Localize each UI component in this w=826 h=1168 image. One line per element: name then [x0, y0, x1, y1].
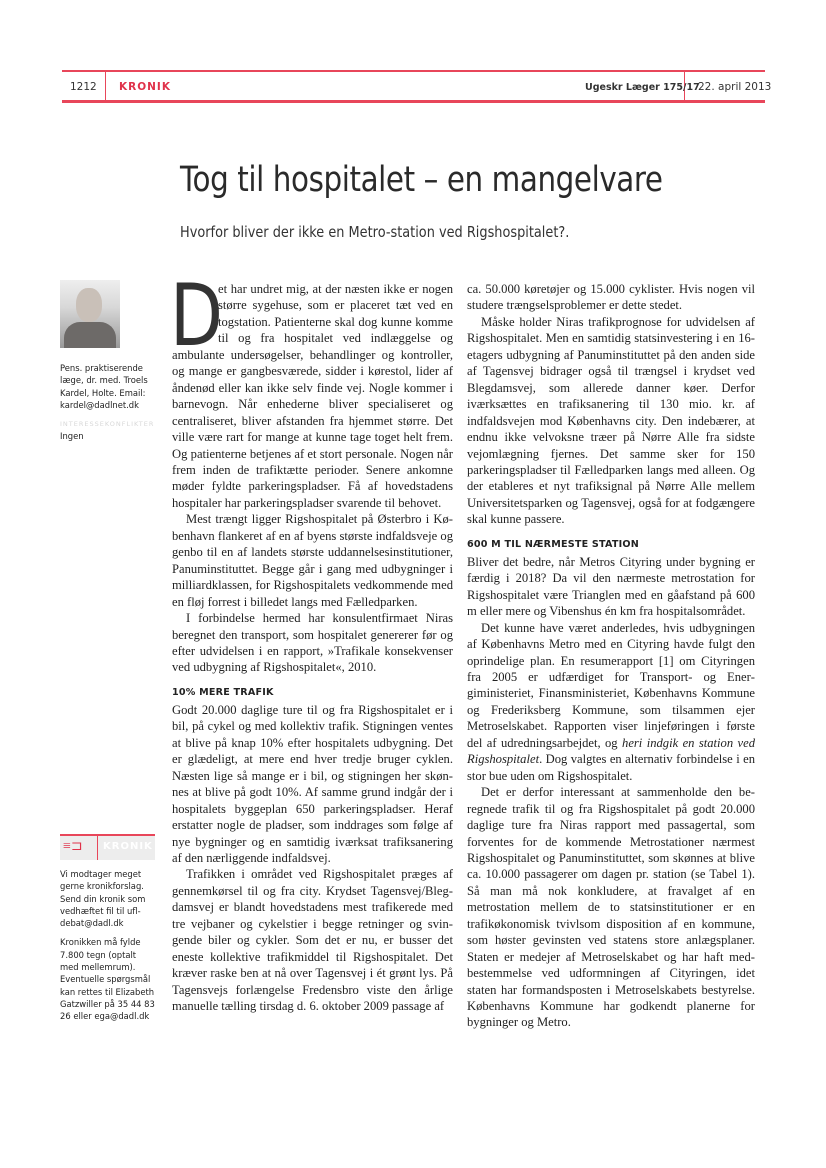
- page-number: 1212: [70, 81, 97, 93]
- kronik-submit-box: [60, 834, 155, 860]
- author-info: [60, 362, 155, 443]
- length-text: Kronikken må fylde 7.800 tegn (optalt med mellemrum). Eventuelle spørgsmål kan rettes til Elizabeth Gatzwiller på 35 44 83 26 eller ega@dadl.dk: [60, 937, 155, 1022]
- article-column-2: [467, 281, 755, 1031]
- submit-text: Vi modtager meget gerne kronikforslag. Send din kronik som vedhæftet fil til ufl-debat@dadl.dk: [60, 869, 146, 929]
- author-photo: [60, 280, 120, 348]
- header-divider: [105, 70, 106, 100]
- paragraph: Bliver det bedre, når Metros Cityring under bygning er færdig i 2018? Da vil den nærmeste metrostation for Rigshospitalet være Trianglen med en gåafstand på 600 m eller mere og Vibenshus én km fra hospitalsområdet.: [467, 554, 755, 619]
- paragraph: Det kunne have været anderledes, hvis udbygningen af Københavns Metro med en Cityring havde fulgt den oprindelige plan. En resumerapport [1] om Cityringen fra 2005 er udfærdiget for Transport- og Energiministeriet, Finansministeriet, Københavns Kommune og Frederiksberg Kommune, som tilsammen ejer Metroselskabet. Rapporten viser linjeføringen i første del af udredningsarbejdet, og heri indgik en station ved Rigshospitalet. Dog valgtes en alternativ forbindelse i en stor bue uden om Rigshospitalet.: [467, 620, 756, 783]
- article-column-1: [170, 266, 453, 1014]
- issue-date: 22. april 2013: [698, 81, 772, 93]
- paragraph: I forbindelse hermed har konsulentfirmaet Niras beregnet den transport, som hospitalet genererer før og efter udvidelsen i en rapport, »Trafikale konsekvenser ved udbygning af Rigshospitalet«, 2010.: [172, 611, 453, 675]
- article-title: Tog til hospitalet – en mangelvare: [180, 160, 663, 200]
- paragraph: Trafikken i området ved Rigshospitalet præges af gennemkørsel til og fra city. Krydset Tagensvej/Blegdamsvej er blandt hovedstadens mest trafikerede med tre vejbaner og cykelstier i begge retninger og svingende biler og cykler. Som det er nu, er busser det eneste kollektive trafikmiddel til Rigshospitalet. Det kræver raske ben at nå over Tagensvej i ét grønt lys. På Tagensvejs forlængelse Fredensbro viste den årlige manuelle tælling tirsdag d. 6. oktober 2009 passage af: [172, 867, 453, 1014]
- journal-issue: Ugeskr Læger 175/17: [585, 82, 700, 93]
- header-rule-bottom: [62, 100, 765, 103]
- paragraph: D et har undret mig, at der næsten ikke er nogen større sygehuse, som er placeret tæt ved en togstation. Patienterne skal dog kunne komme til og fra hospitalet ved indlæggelse og ambulante undersøgelser, behandlinger og kontroller, og mange er gangbesværede, sidder i kørestol, lider af åndenød eller kan ikke selv finde vej. Nogle kommer i barnevogn. Når enhederne bliver specialiseret og centraliseret, bliver afstanden fra hjemmet større. Det ville være rart for mange at kunne tage toget helt frem. Og patienterne betjenes af et stort personale. Nogen når frem inden de trafiktætte perioder. Senere ankomne møder fyldte parkeringspladser. Få af hovedstadens hospitaler har parkeringspladser svarende til behovet.: [170, 266, 453, 510]
- paragraph: ca. 50.000 køretøjer og 15.000 cyklister. Hvis nogen vil studere trængselsproblemer er dette stedet.: [467, 282, 755, 313]
- drop-cap: D: [170, 266, 223, 366]
- paragraph: Det er derfor interessant at sammenholde den beregnede trafik til og fra Rigshospitalet på godt 20.000 daglige ture fra Niras rapport med passagertal, som forventes for de kommende Metrostationer nærmest Rigshospitalet og Panuminstituttet, som skønnes at blive ca. 10.000 passagerer om dagen pr. station (se Tabel 1). Så man må nok konkludere, at fravalget af en metrostation mellem de to statsinstitutioner er en trafikøkonomisk tvivlsom disposition af en kommune, som høster gevinsten ved statens store anlægsplaner. Staten er medejer af Metroselskabet og har haft medbestemmelse ved udformningen af Cityringen, idet staten har formandsposten i Metroselskabets bestyrelse. Københavns Kommune har godkendt planerne for bygninger og Metro.: [467, 785, 755, 1030]
- header-rule-top: [62, 70, 765, 72]
- section-heading: 10% MERE TRAFIK: [172, 686, 274, 698]
- article-subtitle: Hvorfor bliver der ikke en Metro-station ved Rigshospitalet?.: [180, 223, 570, 241]
- section-label: KRONIK: [119, 81, 171, 93]
- paragraph: Måske holder Niras trafikprognose for udvidelsen af Rigshospitalet. Men en samtidig statsinvestering i en 16-etagers udbygning af Panuminstituttet på den anden side af Tagensvej bidrager også til trængsel i krydset ved Blegdamsvej, som allerede danner køer. Derfor iværksættes en trafiksanering til 130 mio. kr. af indfaldsvejen mod Københavns city. Den indebærer, at endnu ikke velvoksne træer på Nørre Alle fra sidste vejomlægning fjernes. Det samme sker for 150 parkeringspladser til Fælledparken langs med alleen. Og der etableres et nyt trafiksignal på Nørre Alle mellem Universitetsparken og Tagensvej, også for at fodgængere skal kunne passere.: [467, 314, 755, 527]
- paragraph: Mest trængt ligger Rigshospitalet på Østerbro i København flankeret af en af byens største indfaldsveje og genbo til en af landets største uddannelsesinstitutioner, Panuminstituttet. Begge går i gang med udbygninger i milliardklassen, for Rigshospitalets vedkommende med en fløj forrest i billedet langs med Fælledparken.: [172, 512, 453, 609]
- paragraph: Godt 20.000 daglige ture til og fra Rigshospitalet er i bil, på cykel og med kollektiv trafik. Stigningen ventes at blive på knap 10% efter hospitalets udbygning. Det er glædeligt, at mere end hver tredje bruger cyklen. Næsten lige så mange er i bil, og stigningen her skønnes at blive på godt 10%. Af samme grund indgår der i hospitalets byggeplan 650 parkeringspladser. Heraf erstatter nogle de pladser, som inddrages som følge af nye bygninger og en samtidig iværksat trafiksanering af den nærliggende indfaldsvej.: [172, 702, 453, 865]
- author-bio: Pens. praktiserende læge, dr. med. Troels Kardel, Holte. Email: kardel@dadlnet.dk: [60, 363, 148, 410]
- box-label: KRONIK: [103, 841, 153, 852]
- conflicts-label: INTERESSEKONFLIKTER: [60, 420, 155, 429]
- section-heading: 600 M TIL NÆRMESTE STATION: [467, 538, 639, 550]
- conflicts-value: Ingen: [60, 431, 84, 442]
- submit-info: [60, 868, 155, 1030]
- megaphone-icon: ≡⊐: [63, 839, 83, 854]
